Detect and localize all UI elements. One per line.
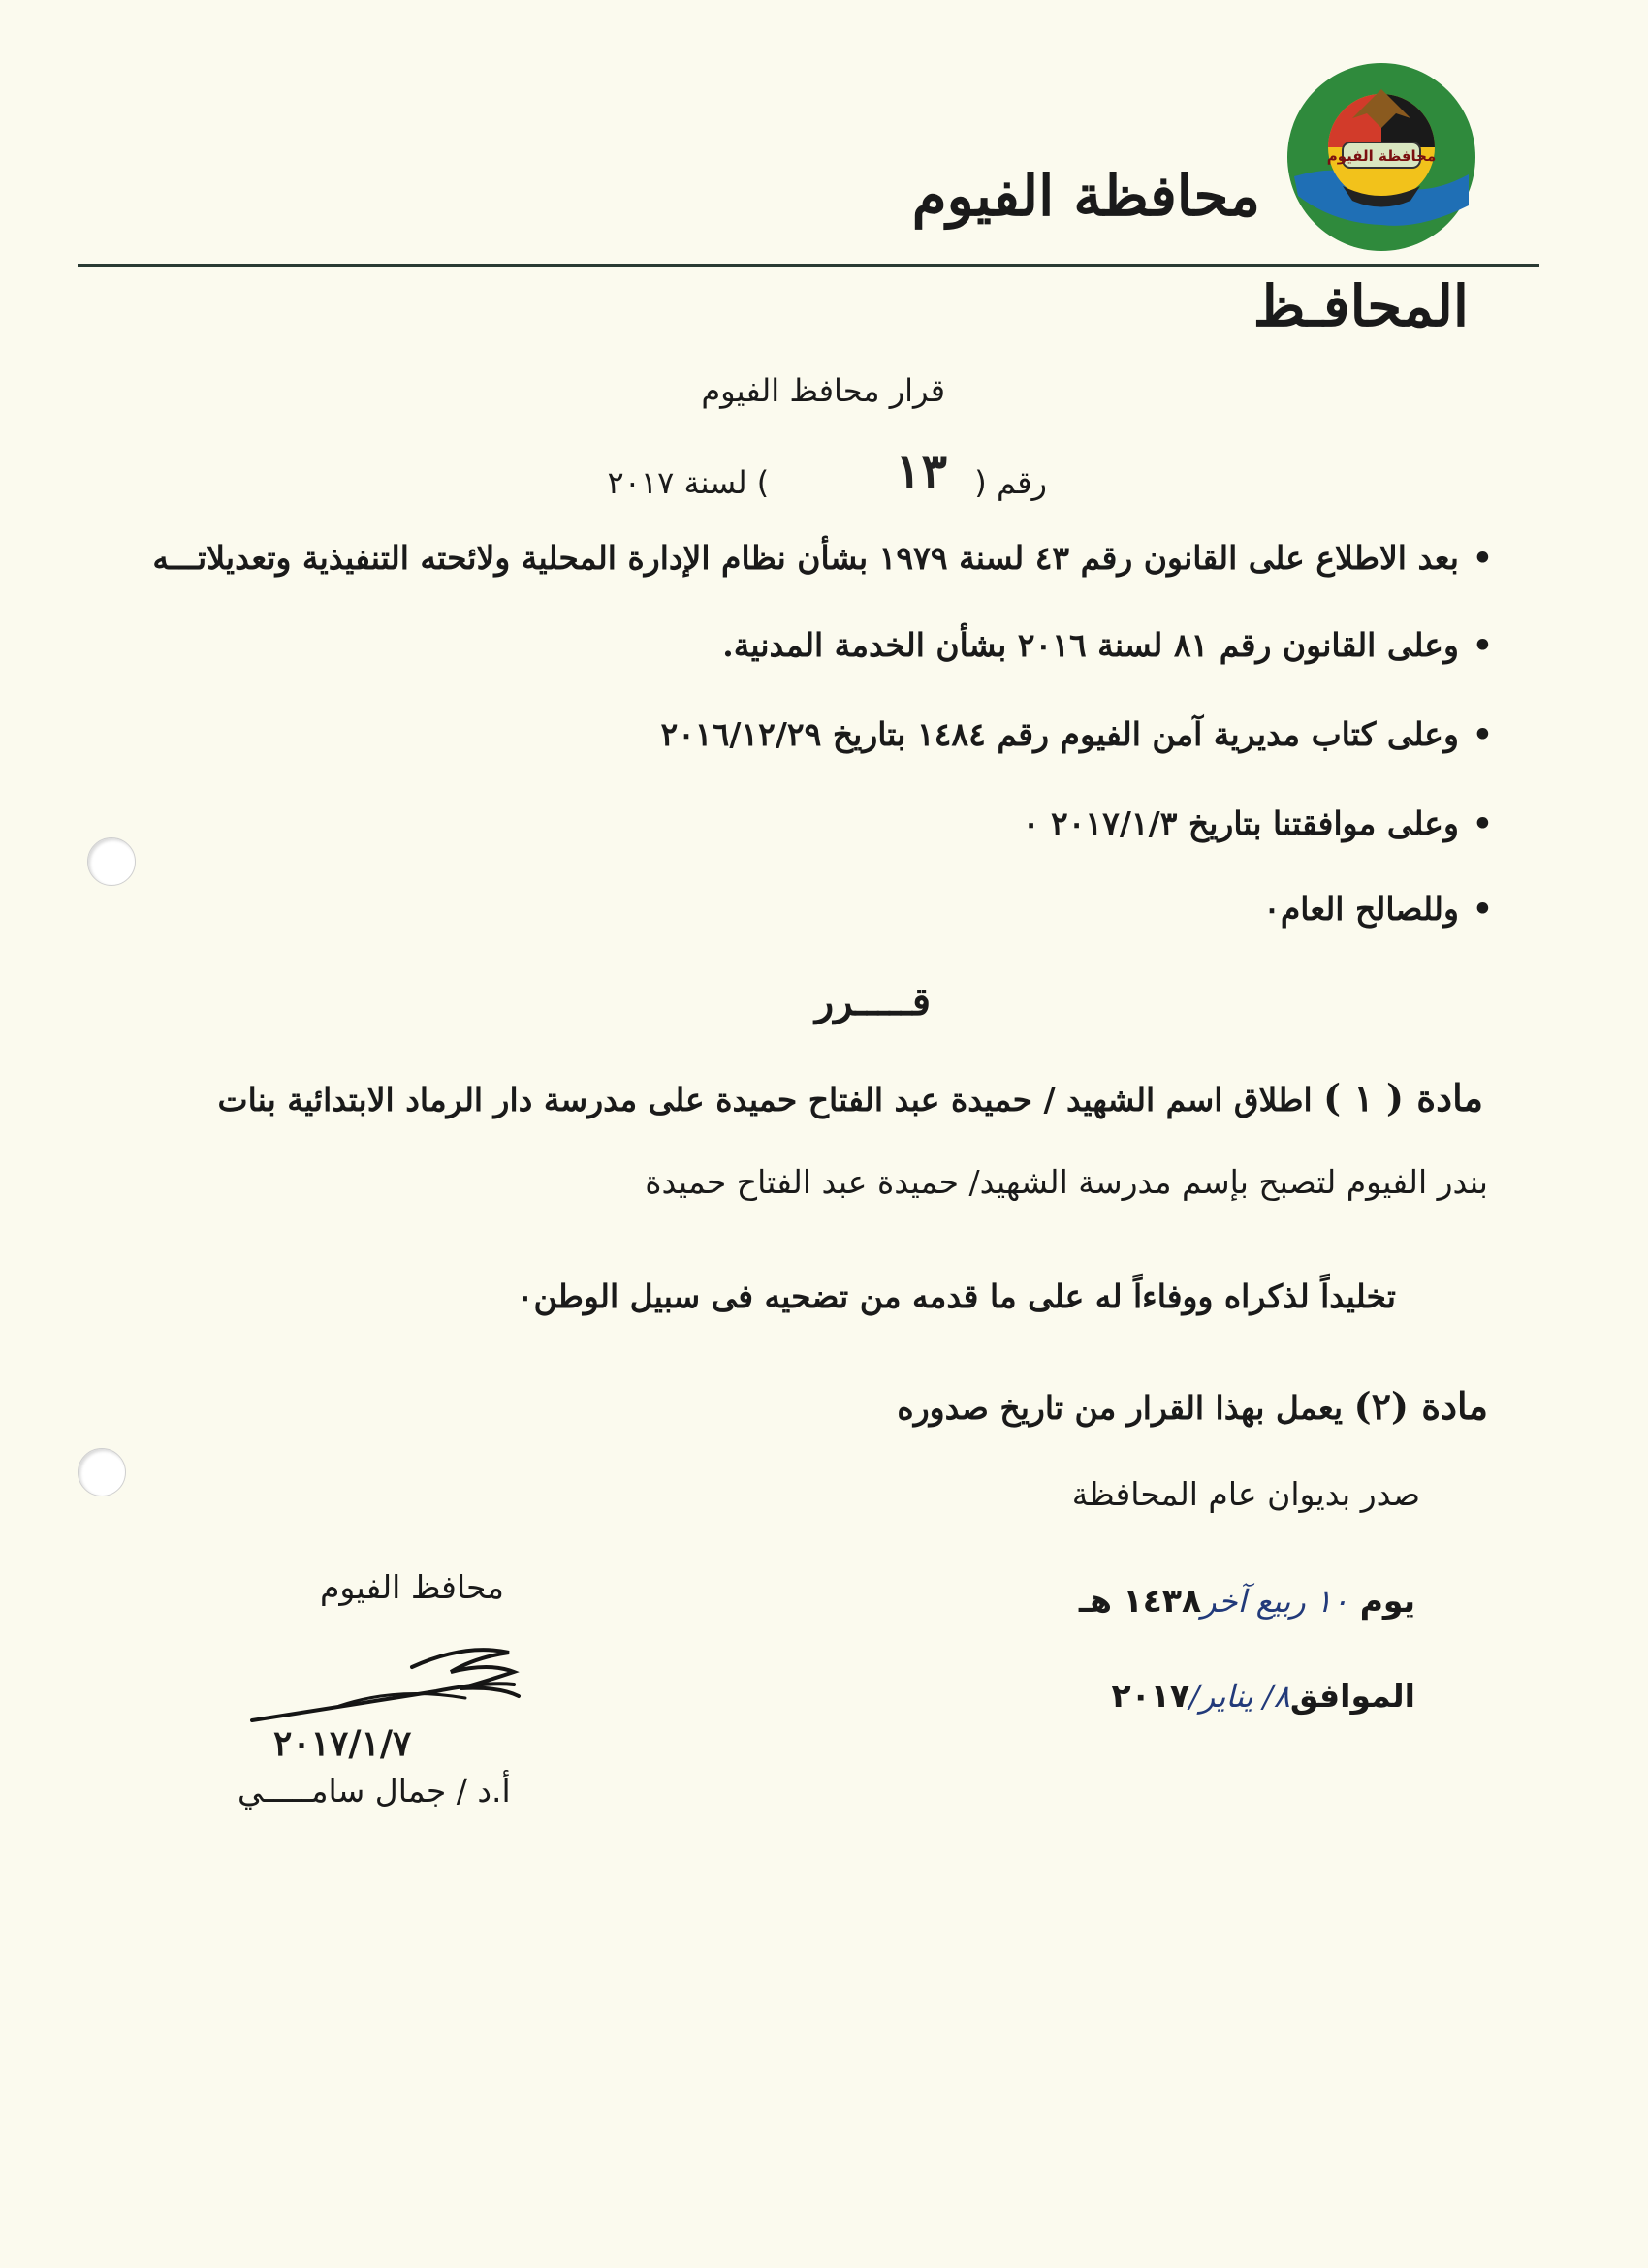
decision-number-prefix: رقم ( [974, 464, 1047, 501]
handwritten-signature [242, 1628, 533, 1735]
article-2-label: مادة (٢) [1353, 1384, 1488, 1428]
article-1 [218, 1076, 1483, 1119]
preamble-item: •وعلى القانون رقم ٨١ لسنة ٢٠١٦ بشأن الخدمة المدنية. [722, 626, 1493, 664]
preamble-item: •وعلى كتاب مديرية آمن الفيوم رقم ١٤٨٤ بتاريخ ٢٠١٦/١٢/٢٩ [660, 715, 1493, 753]
header-divider [78, 264, 1539, 267]
article-1-line-3: تخليداً لذكراه ووفاءاً له على ما قدمه من تضحيه فى سبيل الوطن٠ [516, 1277, 1396, 1315]
article-2-text: يعمل بهذا القرار من تاريخ صدوره [897, 1389, 1344, 1427]
preamble-item: •وللصالح العام٠ [1263, 890, 1493, 928]
signer-name: أ.د / جمال سامـــــي [238, 1772, 511, 1810]
hijri-handwritten: ١٠ ربيع آخر [1201, 1583, 1349, 1620]
preamble-text: وعلى القانون رقم ٨١ لسنة ٢٠١٦ بشأن الخدمة المدنية. [722, 626, 1459, 664]
greg-prefix: الموافق [1289, 1677, 1415, 1715]
article-2 [897, 1384, 1488, 1428]
decision-number-handwritten: ١٣ [895, 442, 948, 499]
greg-handwritten: ٨/ يناير/ [1189, 1678, 1290, 1715]
preamble-text: وللصالح العام٠ [1263, 890, 1459, 928]
hijri-prefix: يوم [1359, 1582, 1415, 1620]
punch-hole [87, 837, 136, 886]
issued-at: صدر بديوان عام المحافظة [1071, 1475, 1420, 1513]
decision-number [607, 442, 1047, 505]
article-1-label: مادة ( ١ ) [1323, 1076, 1483, 1119]
greg-suffix: ٢٠١٧ [1111, 1677, 1190, 1715]
logo-text: محافظة الفيوم [1326, 147, 1437, 165]
gregorian-date [1111, 1677, 1415, 1715]
hijri-date [1079, 1582, 1415, 1620]
decision-number-suffix: ) لسنة ٢٠١٧ [607, 464, 770, 501]
decision-title: قرار محافظ الفيوم [701, 372, 945, 409]
preamble-item: •وعلى موافقتنا بتاريخ ٢٠١٧/١/٣ ٠ [1022, 804, 1493, 842]
signer-title: محافظ الفيوم [320, 1568, 504, 1606]
article-1-line-1: اطلاق اسم الشهيد / حميدة عبد الفتاح حميدة على مدرسة دار الرماد الابتدائية بنات [217, 1081, 1313, 1118]
organization-name: محافظة الفيوم [911, 163, 1260, 229]
article-1-line-2: بندر الفيوم لتصبح بإسم مدرسة الشهيد/ حميدة عبد الفتاح حميدة [645, 1163, 1488, 1201]
preamble-text: وعلى كتاب مديرية آمن الفيوم رقم ١٤٨٤ بتاريخ ٢٠١٦/١٢/٢٩ [660, 715, 1459, 753]
hijri-suffix: ١٤٣٨ هـ [1078, 1582, 1202, 1620]
office-title: المحافـظ [1252, 273, 1469, 339]
signature-date: ٢٠١٧/١/٧ [273, 1723, 412, 1764]
punch-hole [78, 1448, 126, 1496]
fayoum-governorate-logo [1284, 60, 1478, 254]
preamble-item: •بعد الاطلاع على القانون رقم ٤٣ لسنة ١٩٧٩ بشأن نظام الإدارة المحلية ولائحته التنفيذية وتعديلاتـــه [152, 539, 1493, 577]
preamble-text: وعلى موافقتنا بتاريخ ٢٠١٧/١/٣ ٠ [1022, 804, 1459, 842]
decree-heading: قـــــرر [814, 979, 931, 1024]
preamble-text: بعد الاطلاع على القانون رقم ٤٣ لسنة ١٩٧٩ بشأن نظام الإدارة المحلية ولائحته التنفيذية وتعديلاتـــه [152, 539, 1459, 577]
